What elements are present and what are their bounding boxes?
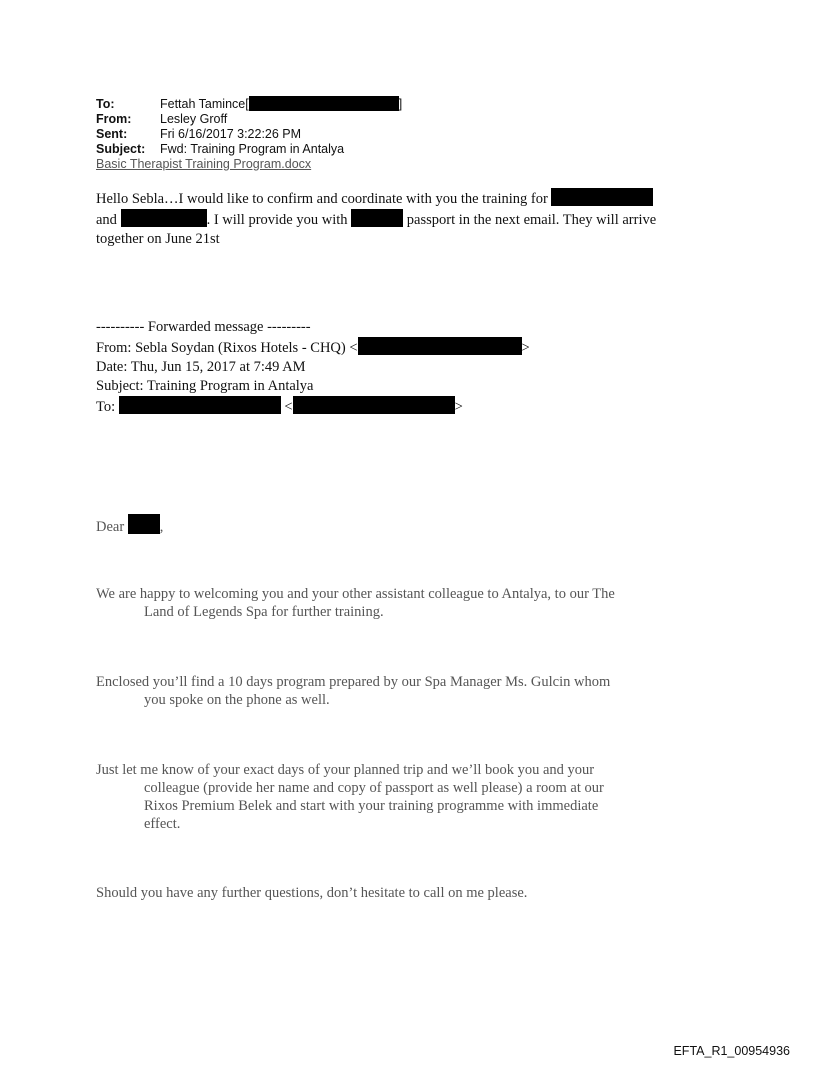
from-row	[96, 112, 402, 127]
redacted-block	[121, 209, 207, 227]
body-line-3: together on June 21st	[96, 231, 220, 247]
paragraph-text: Rixos Premium Belek and start with your training programme with immediate	[144, 798, 599, 814]
redacted-block	[351, 209, 403, 227]
forwarded-subject: Subject: Training Program in Antalya	[96, 378, 314, 394]
paragraph-2	[96, 673, 696, 709]
forwarded-divider: ---------- Forwarded message ---------	[96, 319, 311, 335]
salutation	[96, 514, 163, 537]
redacted-block	[293, 396, 455, 414]
forwarded-to-gt: >	[454, 399, 463, 415]
forwarded-to	[96, 396, 716, 417]
document-id: EFTA_R1_00954936	[673, 1044, 790, 1058]
to-value: Fettah Tamince[	[160, 97, 249, 111]
attachment-link[interactable]: Basic Therapist Training Program.docx	[96, 157, 312, 171]
redacted-block	[551, 188, 653, 206]
body-line-1	[96, 188, 716, 209]
from-label: From:	[96, 112, 132, 126]
salutation-text: Dear	[96, 519, 125, 535]
forwarded-from-text: From: Sebla Soydan (Rixos Hotels - CHQ) <	[96, 340, 358, 356]
paragraph-1	[96, 585, 696, 621]
redacted-block	[119, 396, 281, 414]
forwarded-from	[96, 337, 716, 358]
forwarded-from-close: >	[521, 340, 530, 356]
paragraph-text: Should you have any further questions, don’t hesitate to call on me please.	[96, 885, 528, 901]
paragraph-text: Enclosed you’ll find a 10 days program prepared by our Spa Manager Ms. Gulcin whom	[96, 674, 611, 690]
salutation-comma: ,	[159, 519, 164, 535]
paragraph-text: We are happy to welcoming you and your other assistant colleague to Antalya, to our The	[96, 586, 615, 602]
paragraph-text: Land of Legends Spa for further training.	[144, 604, 384, 620]
paragraph-4	[96, 884, 696, 902]
subject-value: Fwd: Training Program in Antalya	[160, 142, 345, 156]
paragraph-text: effect.	[144, 816, 181, 832]
from-value: Lesley Groff	[160, 112, 228, 126]
sent-value: Fri 6/16/2017 3:22:26 PM	[160, 127, 302, 141]
to-label: To:	[96, 97, 115, 111]
forwarded-block	[96, 318, 716, 417]
forwarded-to-lt: <	[284, 399, 293, 415]
paragraph-text: you spoke on the phone as well.	[144, 692, 330, 708]
subject-row	[96, 142, 402, 157]
forwarded-date: Date: Thu, Jun 15, 2017 at 7:49 AM	[96, 359, 306, 375]
body-text: Hello Sebla…I would like to confirm and coordinate with you the training for	[96, 191, 548, 207]
subject-label: Subject:	[96, 142, 146, 156]
paragraph-text: Just let me know of your exact days of your planned trip and we’ll book you and your	[96, 762, 595, 778]
sent-row	[96, 127, 402, 142]
paragraph-text: colleague (provide her name and copy of passport as well please) a room at our	[144, 780, 604, 796]
to-row	[96, 96, 402, 112]
redacted-block	[249, 96, 399, 111]
redacted-block	[358, 337, 522, 355]
sent-label: Sent:	[96, 127, 128, 141]
body-text: . I will provide you with	[206, 212, 348, 228]
paragraph-3	[96, 761, 696, 833]
body-line-2	[96, 209, 716, 230]
message-body	[96, 188, 716, 249]
forwarded-to-label: To:	[96, 399, 116, 415]
email-header	[96, 96, 402, 172]
to-close: ]	[398, 97, 403, 111]
body-text: and	[96, 212, 117, 228]
body-text: passport in the next email. They will arrive	[406, 212, 657, 228]
redacted-block	[128, 514, 160, 534]
